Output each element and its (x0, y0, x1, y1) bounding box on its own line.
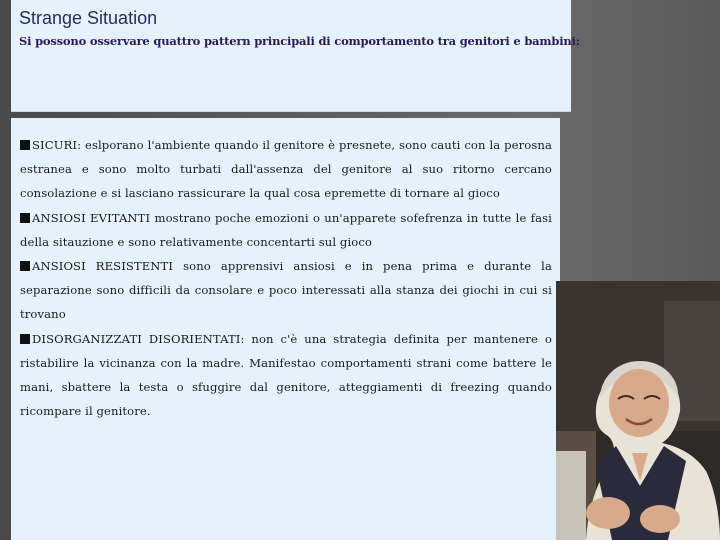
square-bullet-icon (20, 261, 30, 271)
list-item (20, 259, 552, 321)
item-label: DISORGANIZZATI DISORIENTATI: (32, 331, 245, 346)
title-panel (11, 0, 580, 112)
item-label: ANSIOSI RESISTENTI (32, 259, 174, 274)
bullet-list (20, 133, 552, 423)
square-bullet-icon (20, 140, 30, 150)
list-item (20, 138, 552, 200)
list-item (20, 332, 552, 419)
portrait-photo (556, 281, 720, 540)
item-text: non c'è una strategia definita per mantenere o ristabilire la vicinanza con la madre. Manifestao comportamenti strani come battere le mani, sbattere la testa o sfuggire dal genitore, atteggiamenti di freezing quando ricompare il genitore. (20, 331, 552, 419)
content-panel (11, 118, 560, 540)
item-text: eslporano l'ambiente quando il genitore è presnete, sono cauti con la perosna estranea e sono molto turbati dall'assenza del genitore al suo ritorno cercano consolazione e si lasciano rassicurare la qual cosa epremette di tornare al gioco (20, 138, 552, 201)
square-bullet-icon (20, 213, 30, 223)
item-label: SICURI: (32, 138, 82, 152)
item-label: ANSIOSI EVITANTI (32, 210, 151, 225)
list-item (20, 211, 552, 249)
square-bullet-icon (20, 334, 30, 344)
slide-title: Strange Situation (19, 8, 158, 28)
slide-subtitle: Si possono osservare quattro pattern principali di comportamento tra genitori e bambini: (19, 34, 580, 48)
item-text: sono apprensivi ansiosi e in pena prima e durante la separazione sono difficili da consolare e poco interessati alla stanza dei giochi in cui si trovano (20, 259, 552, 322)
portrait-illustration (556, 281, 720, 540)
item-text: mostrano poche emozioni o un'apparete sofefrenza in tutte le fasi della sitauzione e sono relativamente concentarti sul gioco (20, 210, 552, 249)
